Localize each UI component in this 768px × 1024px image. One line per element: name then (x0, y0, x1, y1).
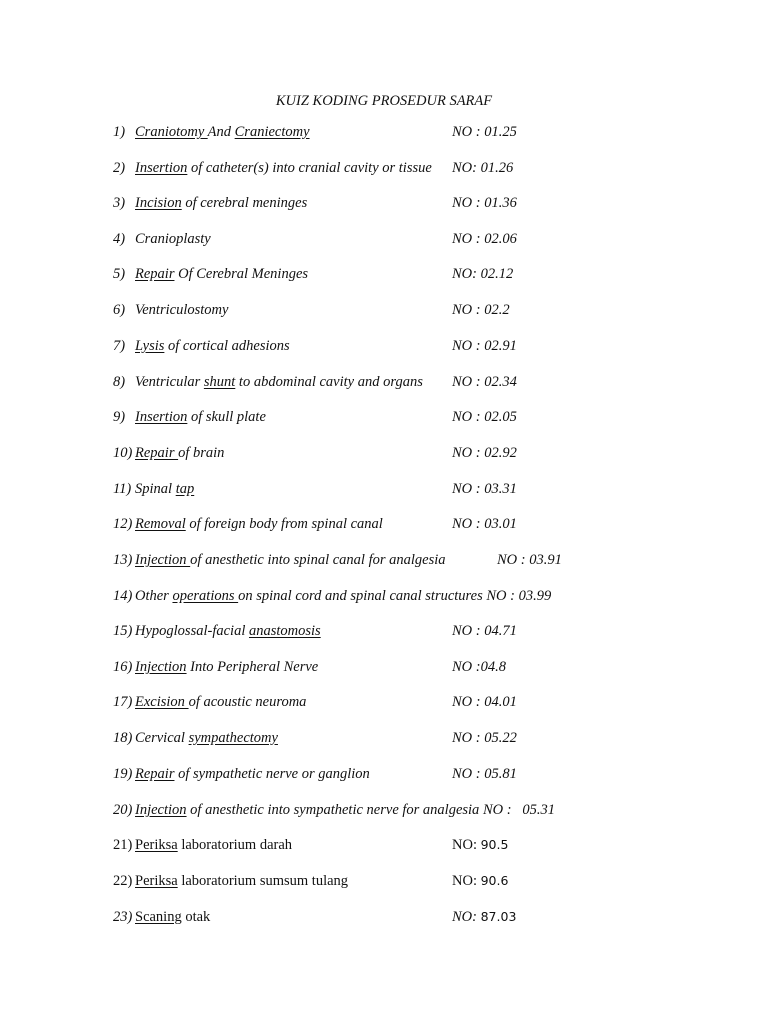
procedure-code: NO :04.8 (452, 659, 506, 675)
procedure-name: Insertion of skull plate (135, 409, 266, 425)
procedure-code: NO: 90.6 (452, 873, 509, 889)
item-number: 10) (113, 445, 133, 461)
procedure-name: Cervical sympathectomy (135, 730, 278, 746)
procedure-name: Cranioplasty (135, 231, 211, 247)
item-number: 4) (113, 231, 126, 247)
item-number: 2) (113, 160, 126, 176)
item-number: 16) (113, 659, 133, 675)
procedure-code: NO : 02.34 (452, 374, 517, 390)
procedure-name: Spinal tap (135, 481, 195, 497)
procedure-name: Removal of foreign body from spinal canal (135, 516, 383, 532)
procedure-name: Insertion of catheter(s) into cranial cavity or tissue (135, 160, 432, 176)
procedure-name: Ventricular shunt to abdominal cavity and organs (135, 374, 423, 390)
item-number: 1) (113, 124, 126, 140)
procedure-code: NO: 01.26 (452, 160, 514, 176)
procedure-code: NO : 02.05 (452, 409, 517, 425)
procedure-name: Injection Into Peripheral Nerve (135, 659, 319, 675)
procedure-code: NO : 05.22 (452, 730, 517, 746)
procedure-name: Repair of sympathetic nerve or ganglion (135, 766, 370, 782)
item-number: 12) (113, 516, 133, 532)
procedure-name: Incision of cerebral meninges (135, 195, 308, 211)
procedure-code: NO: 87.03 (452, 909, 517, 925)
procedure-code: NO : 03.99 (486, 588, 552, 604)
procedure-code: NO : 02.91 (452, 338, 517, 354)
procedure-name: Repair of brain (135, 445, 225, 461)
item-number: 18) (113, 730, 133, 746)
procedure-name: Periksa laboratorium sumsum tulang (135, 873, 349, 889)
item-number: 20) (113, 802, 133, 818)
item-number: 14) (113, 588, 133, 604)
item-number: 22) (113, 873, 133, 889)
procedure-name: Repair Of Cerebral Meninges (135, 266, 309, 282)
item-number: 23) (113, 909, 133, 925)
procedure-code: NO: 90.5 (452, 837, 509, 853)
page-title: KUIZ KODING PROSEDUR SARAF (275, 93, 493, 109)
item-number: 9) (113, 409, 126, 425)
item-number: 6) (113, 302, 126, 318)
procedure-code: NO : 03.01 (452, 516, 517, 532)
procedure-name: Periksa laboratorium darah (135, 837, 293, 853)
item-number: 19) (113, 766, 133, 782)
procedure-code: NO: 02.12 (452, 266, 514, 282)
procedure-code: NO : 02.2 (452, 302, 510, 318)
procedure-name: Lysis of cortical adhesions (135, 338, 290, 354)
procedure-code: NO : 05.31 (482, 802, 556, 818)
procedure-name: Injection of anesthetic into spinal canal for analgesia (135, 552, 446, 568)
procedure-code: NO : 03.31 (452, 481, 517, 497)
item-number: 8) (113, 374, 126, 390)
procedure-name: Craniotomy And Craniectomy (135, 124, 310, 140)
procedure-code: NO : 01.36 (452, 195, 517, 211)
item-number: 7) (113, 338, 126, 354)
procedure-code: NO : 02.06 (452, 231, 517, 247)
item-number: 11) (113, 481, 132, 497)
procedure-name: Ventriculostomy (135, 302, 229, 318)
procedure-name: Scaning otak (135, 909, 211, 925)
procedure-name: Injection of anesthetic into sympathetic nerve for analgesia NO : 05.31 (135, 802, 556, 818)
procedure-code: NO : 02.92 (452, 445, 517, 461)
item-number: 17) (113, 694, 133, 710)
procedure-code: NO : 04.01 (452, 694, 517, 710)
procedure-name: Hypoglossal-facial anastomosis (135, 623, 321, 639)
item-number: 13) (113, 552, 133, 568)
procedure-code: NO : 04.71 (452, 623, 517, 639)
item-number: 21) (113, 837, 133, 853)
item-number: 3) (113, 195, 126, 211)
item-number: 5) (113, 266, 126, 282)
procedure-name: Other operations on spinal cord and spinal canal structures NO : 03.99 (135, 588, 552, 604)
procedure-code: NO : 05.81 (452, 766, 517, 782)
procedure-code: NO : 03.91 (497, 552, 562, 568)
item-number: 15) (113, 623, 133, 639)
procedure-code: NO : 01.25 (452, 124, 517, 140)
procedure-name: Excision of acoustic neuroma (135, 694, 307, 710)
